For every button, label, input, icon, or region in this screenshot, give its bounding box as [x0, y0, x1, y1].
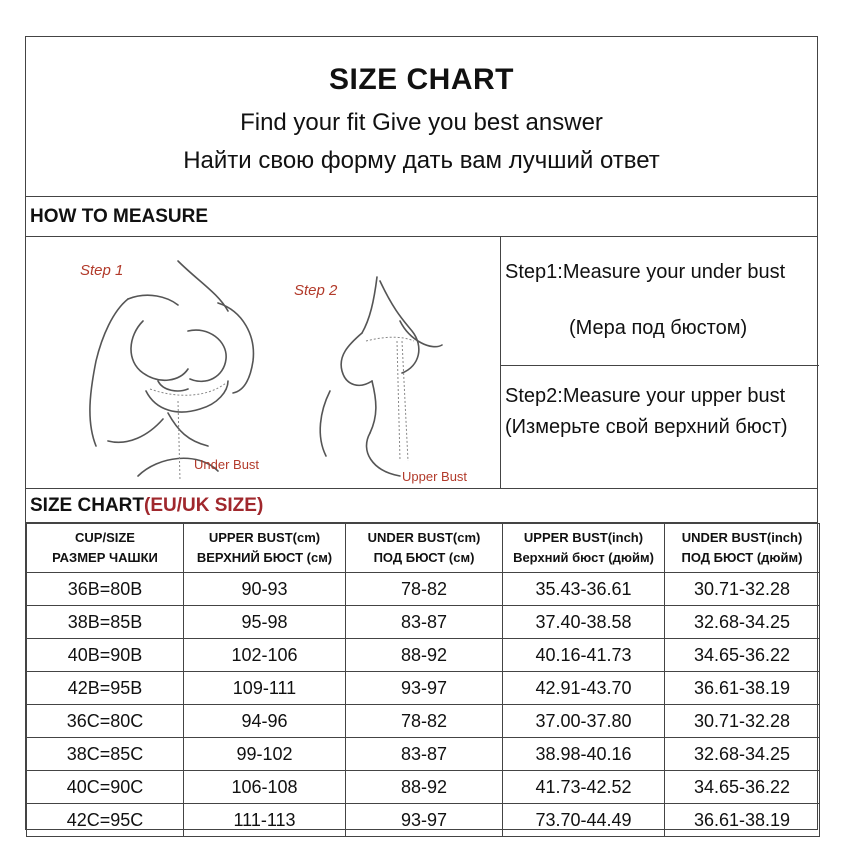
- column-header-ru: ПОД БЮСТ (дюйм): [681, 550, 803, 565]
- cell-under-bust-cm: 78-82: [346, 705, 503, 738]
- cell-under-bust-inch: 34.65-36.22: [665, 639, 820, 672]
- column-header-upper-bust-cm: [184, 524, 346, 573]
- cell-cup-size: 36C=80C: [27, 705, 184, 738]
- size-chart-heading-prefix: SIZE CHART: [30, 495, 144, 516]
- cell-upper-bust-cm: 99-102: [184, 738, 346, 771]
- size-chart-frame: [25, 36, 818, 830]
- step2-upperbust-illustration: [282, 241, 500, 485]
- cell-upper-bust-inch: 42.91-43.70: [503, 672, 665, 705]
- cell-upper-bust-cm: 109-111: [184, 672, 346, 705]
- size-table: [26, 523, 820, 837]
- cell-upper-bust-inch: 37.40-38.58: [503, 606, 665, 639]
- cell-under-bust-cm: 88-92: [346, 771, 503, 804]
- table-row: [27, 738, 820, 771]
- cell-under-bust-inch: 36.61-38.19: [665, 672, 820, 705]
- cell-cup-size: 38B=85B: [27, 606, 184, 639]
- column-header-en: CUP/SIZE: [75, 530, 135, 545]
- cell-cup-size: 40C=90C: [27, 771, 184, 804]
- cell-under-bust-cm: 88-92: [346, 639, 503, 672]
- column-header-en: UPPER BUST(inch): [523, 530, 644, 545]
- size-chart-heading: [26, 489, 817, 523]
- column-header-ru: ПОД БЮСТ (см): [373, 550, 475, 565]
- cell-upper-bust-inch: 35.43-36.61: [503, 573, 665, 606]
- cell-under-bust-cm: 78-82: [346, 573, 503, 606]
- size-table-header-row: [27, 524, 820, 573]
- cell-upper-bust-cm: 90-93: [184, 573, 346, 606]
- step2-image-caption: Upper Bust: [402, 469, 468, 484]
- cell-under-bust-cm: 93-97: [346, 804, 503, 837]
- table-row: [27, 804, 820, 837]
- size-chart-heading-suffix: (EU/UK SIZE): [144, 495, 264, 516]
- table-row: [27, 573, 820, 606]
- column-header-cup-size: [27, 524, 184, 573]
- step2-image-label: Step 2: [294, 282, 338, 299]
- cell-cup-size: 38C=85C: [27, 738, 184, 771]
- cell-under-bust-inch: 30.71-32.28: [665, 705, 820, 738]
- size-chart-heading-text: [30, 495, 263, 517]
- table-row: [27, 705, 820, 738]
- step1-instruction-russian: (Мера под бюстом): [569, 317, 748, 339]
- how-to-measure-label: HOW TO MEASURE: [30, 206, 209, 227]
- column-header-en: UNDER BUST(cm): [367, 530, 481, 545]
- cell-upper-bust-inch: 73.70-44.49: [503, 804, 665, 837]
- cell-upper-bust-cm: 106-108: [184, 771, 346, 804]
- cell-cup-size: 36B=80B: [27, 573, 184, 606]
- cell-upper-bust-cm: 94-96: [184, 705, 346, 738]
- step1-image-label: Step 1: [80, 262, 124, 279]
- column-header-upper-bust-inch: [503, 524, 665, 573]
- how-to-measure-header: [26, 197, 817, 237]
- column-header-en: UPPER BUST(cm): [208, 530, 321, 545]
- header: [26, 37, 817, 197]
- cell-cup-size: 40B=90B: [27, 639, 184, 672]
- step1-image-caption: Under Bust: [194, 457, 260, 472]
- measure-section: [26, 237, 817, 489]
- page-title: SIZE CHART: [329, 63, 514, 96]
- column-header-ru: ВЕРХНИЙ БЮСТ (см): [196, 550, 333, 565]
- table-row: [27, 606, 820, 639]
- subtitle-english: Find your fit Give you best answer: [240, 109, 603, 136]
- cell-upper-bust-inch: 38.98-40.16: [503, 738, 665, 771]
- column-header-en: UNDER BUST(inch): [681, 530, 803, 545]
- measure-divider-horizontal: [500, 365, 819, 366]
- cell-upper-bust-cm: 95-98: [184, 606, 346, 639]
- subtitle-russian: Найти свою форму дать вам лучший ответ: [183, 147, 660, 174]
- column-header-ru: Верхний бюст (дюйм): [513, 550, 654, 565]
- cell-under-bust-cm: 83-87: [346, 738, 503, 771]
- cell-cup-size: 42B=95B: [27, 672, 184, 705]
- cell-under-bust-inch: 32.68-34.25: [665, 606, 820, 639]
- step1-underbust-illustration: [68, 241, 280, 485]
- measure-divider-vertical: [500, 237, 501, 489]
- cell-upper-bust-inch: 41.73-42.52: [503, 771, 665, 804]
- cell-under-bust-inch: 30.71-32.28: [665, 573, 820, 606]
- column-header-under-bust-cm: [346, 524, 503, 573]
- cell-under-bust-cm: 83-87: [346, 606, 503, 639]
- step2-instruction: Step2:Measure your upper bust (Измерьте свой верхний бюст): [505, 385, 788, 438]
- table-row: [27, 771, 820, 804]
- cell-under-bust-inch: 36.61-38.19: [665, 804, 820, 837]
- table-row: [27, 639, 820, 672]
- cell-under-bust-inch: 34.65-36.22: [665, 771, 820, 804]
- cell-upper-bust-inch: 40.16-41.73: [503, 639, 665, 672]
- table-row: [27, 672, 820, 705]
- cell-cup-size: 42C=95C: [27, 804, 184, 837]
- column-header-ru: РАЗМЕР ЧАШКИ: [52, 550, 158, 565]
- cell-under-bust-cm: 93-97: [346, 672, 503, 705]
- cell-upper-bust-inch: 37.00-37.80: [503, 705, 665, 738]
- cell-upper-bust-cm: 111-113: [184, 804, 346, 837]
- step1-instruction: Step1:Measure your under bust: [505, 261, 786, 283]
- cell-under-bust-inch: 32.68-34.25: [665, 738, 820, 771]
- column-header-under-bust-inch: [665, 524, 820, 573]
- cell-upper-bust-cm: 102-106: [184, 639, 346, 672]
